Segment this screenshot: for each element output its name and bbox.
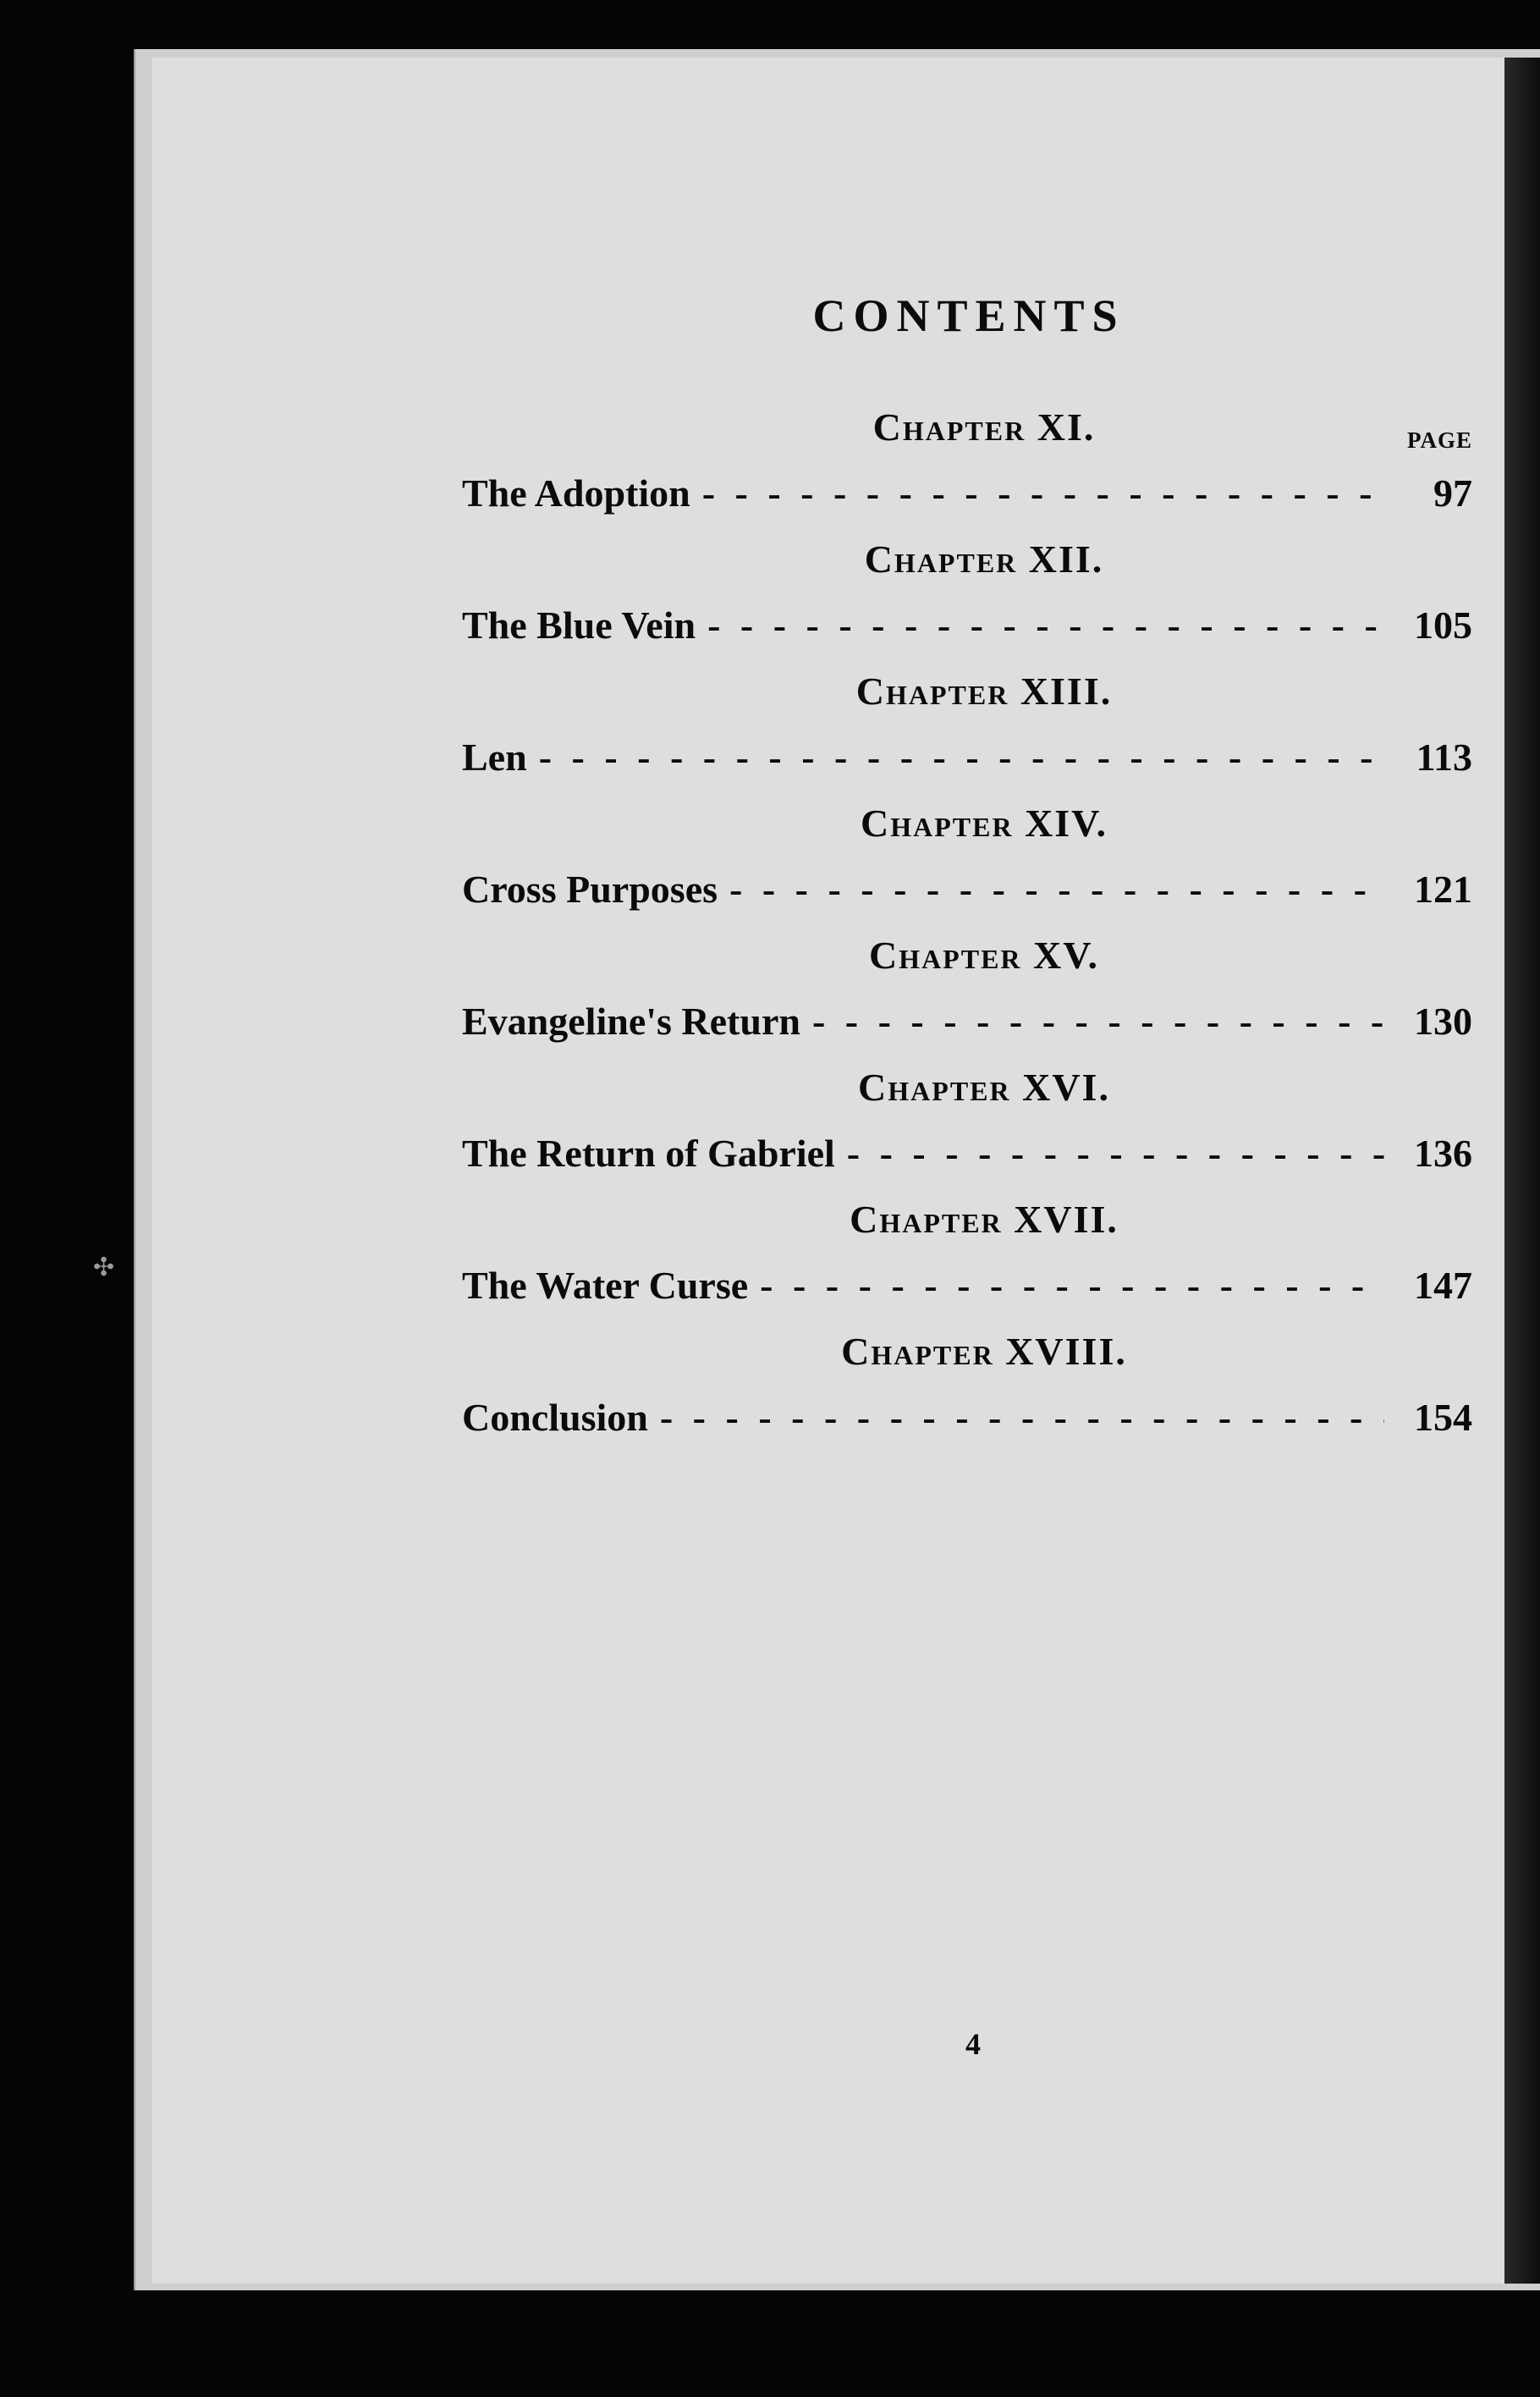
toc-line (462, 466, 1472, 521)
page-column-label: PAGE (1407, 427, 1472, 453)
chapter-title: The Return of Gabriel (462, 1132, 835, 1175)
chapter-title: The Adoption (462, 471, 690, 515)
page-number: 105 (1414, 603, 1472, 647)
toc-line (462, 1258, 1472, 1314)
page-number: 130 (1414, 1000, 1472, 1043)
chapter-title: The Water Curse (462, 1264, 749, 1307)
toc-line (462, 598, 1472, 653)
toc-line (462, 994, 1472, 1050)
toc-line (462, 862, 1472, 917)
dot-leader (539, 730, 1384, 785)
chapter-heading: Chapter XVI. (858, 1066, 1110, 1109)
toc-entry (462, 1190, 1472, 1322)
toc-entry (462, 1322, 1472, 1454)
table-of-contents (462, 398, 1472, 1454)
chapter-heading: Chapter XI. (872, 405, 1096, 449)
page-number: 97 (1433, 471, 1472, 515)
page-number: 136 (1414, 1132, 1472, 1175)
page-number: 147 (1414, 1264, 1472, 1307)
dot-leader (812, 994, 1384, 1050)
toc-entry (462, 530, 1472, 662)
toc-entry (462, 398, 1472, 530)
chapter-heading: Chapter XVII. (850, 1198, 1119, 1241)
page-number: 154 (1414, 1396, 1472, 1439)
page-number: 121 (1414, 868, 1472, 911)
dot-leader (702, 466, 1384, 521)
toc-entry (462, 794, 1472, 926)
page-number: 113 (1416, 736, 1472, 779)
chapter-heading: Chapter XIII. (855, 670, 1113, 713)
chapter-heading: Chapter XVIII. (841, 1330, 1127, 1373)
toc-line (462, 1126, 1472, 1182)
toc-line (462, 1390, 1472, 1446)
chapter-title: Evangeline's Return (462, 1000, 800, 1043)
folio-page-number: 4 (965, 2027, 981, 2061)
chapter-title: Conclusion (462, 1396, 648, 1439)
dot-leader (729, 862, 1384, 917)
toc-entry (462, 1058, 1472, 1190)
dot-leader (707, 598, 1384, 653)
chapter-heading: Chapter XIV. (861, 802, 1108, 845)
chapter-title: The Blue Vein (462, 603, 696, 647)
chapter-title: Cross Purposes (462, 868, 718, 911)
chapter-heading: Chapter XV. (868, 934, 1100, 977)
dot-leader (847, 1126, 1384, 1182)
toc-line (462, 730, 1472, 785)
dot-leader (660, 1390, 1384, 1446)
chapter-title: Len (462, 736, 527, 779)
contents-heading: CONTENTS (812, 290, 1125, 341)
chapter-heading: Chapter XII. (864, 537, 1104, 581)
page-gutter-shadow (1504, 58, 1540, 2284)
toc-entry (462, 926, 1472, 1058)
scan-smudge-icon: ✣ (93, 1254, 115, 1281)
dot-leader (760, 1258, 1384, 1314)
toc-entry (462, 662, 1472, 794)
